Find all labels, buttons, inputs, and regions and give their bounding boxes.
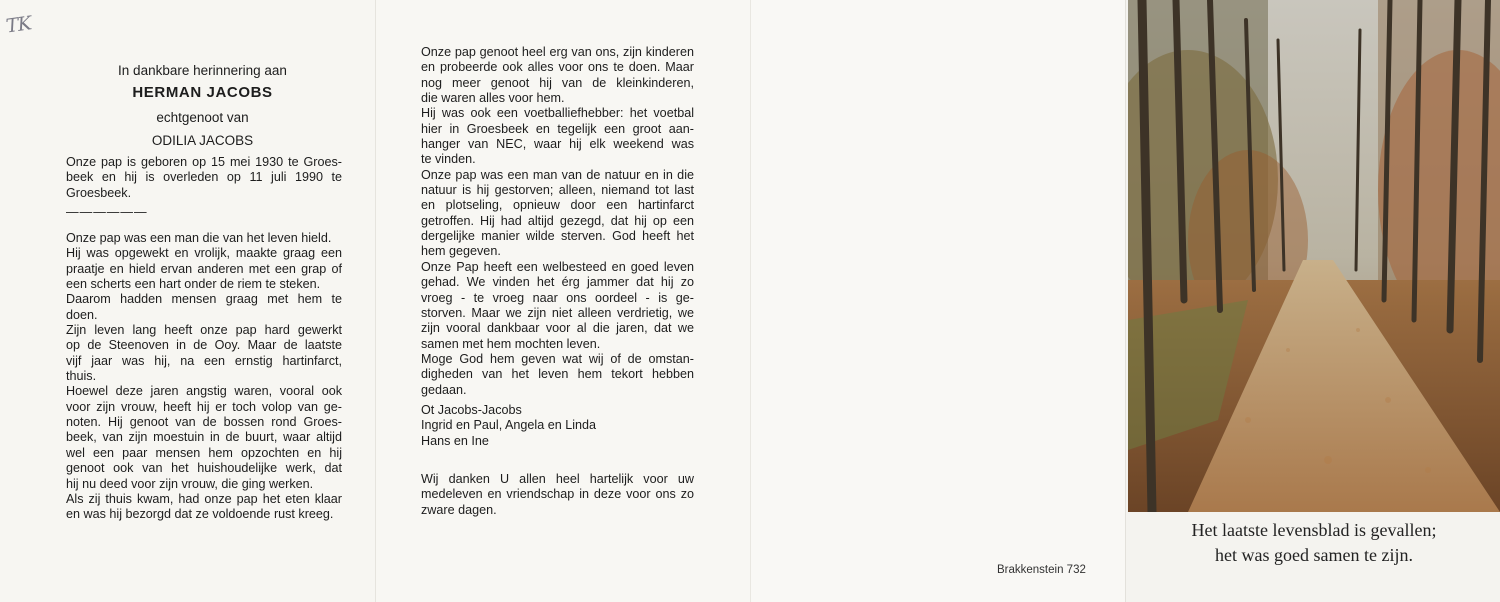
text-line: natuur is hij gestorven; alleen, niemand tot last <box>421 183 694 198</box>
signature-line: Ingrid en Paul, Angela en Linda <box>421 418 597 433</box>
separator-dashes: —————— <box>66 205 148 219</box>
text-line: noten. Hij genoot van de bossen rond Groes- <box>66 415 342 430</box>
text-line: gedaan. <box>421 382 467 397</box>
text-line: Zijn leven lang heeft onze pap hard gewerkt <box>66 323 342 338</box>
text-line: samen met hem mochten leven. <box>421 336 601 351</box>
text-line: en plotseling, opnieuw door een hartinfarct <box>421 198 694 213</box>
relation-text: echtgenoot van <box>156 110 249 125</box>
text-line: hij nu deed voor zijn vrouw, die ging werken. <box>66 476 314 491</box>
text-line: Onze pap was een man van de natuur en in die <box>421 167 694 182</box>
caption-line: het was goed samen te zijn. <box>1215 545 1413 565</box>
text-line: op de Steenoven in de Ooy. Maar de laatste <box>66 338 342 353</box>
printer-mark: Brakkenstein 732 <box>997 564 1086 576</box>
spouse-name: ODILIA JACOBS <box>151 133 254 148</box>
text-line: dergelijke manier wilde sterven. God heeft het <box>421 229 694 244</box>
text-line: hier in Groesbeek en tegelijk een groot aan- <box>421 121 694 136</box>
text-line: beek en hij is overleden op 11 juli 1990 te <box>66 170 342 185</box>
signature-line: Hans en Ine <box>421 433 489 448</box>
text-line: doen. <box>66 307 98 322</box>
text-line: Als zij thuis kwam, had onze pap het eten klaar <box>66 491 342 506</box>
thanks-paragraph <box>421 472 694 518</box>
text-line: zijn vooral dankbaar voor al die jaren, dat we <box>421 321 694 336</box>
text-line: wel een paar mensen hem opzochten en hij <box>66 445 342 460</box>
text-line: Hoewel deze jaren angstig waren, vooral ook <box>66 384 342 399</box>
text-line: thuis. <box>66 369 97 384</box>
life-story-part-2 <box>421 45 694 398</box>
text-line: beek, van zijn moestuin in de buurt, waar altijd <box>66 430 342 445</box>
text-line: een scherts een hart onder de riem te steken. <box>66 277 321 292</box>
text-line: Groesbeek. <box>66 185 132 200</box>
text-line: en probeerde ook alles voor ons te doen. Maar <box>421 60 694 75</box>
text-line: te vinden. <box>421 152 476 167</box>
family-signatures <box>421 403 596 449</box>
text-line: vroeg - te vroeg naar ons oordeel - is ge- <box>421 290 694 305</box>
text-line: Daarom hadden mensen graag met hem te <box>66 292 342 307</box>
text-line: Onze Pap heeft een welbesteed en goed leven <box>421 259 694 274</box>
text-line: en was hij bezorgd dat ze voldoende rust kreeg. <box>66 507 334 522</box>
remembrance-intro: In dankbare herinnering aan <box>118 63 287 78</box>
text-line: Hij was opgewekt en vrolijk, maakte graag een <box>66 246 342 261</box>
text-line: die waren alles voor hem. <box>421 91 565 106</box>
photo-caption <box>1128 518 1500 568</box>
text-line: storven. Maar we zijn niet alleen verdrietig, we <box>421 305 694 320</box>
deceased-name: HERMAN JACOBS <box>132 84 273 101</box>
birth-death-paragraph <box>66 155 342 201</box>
life-story-part-1 <box>66 231 342 523</box>
text-line: zware dagen. <box>421 502 497 517</box>
text-line: vijf jaar was hij, na een ernstig hartinfarct, <box>66 353 342 368</box>
text-line: praatje en hield ervan anderen met een grap of <box>66 261 342 276</box>
text-line: Onze pap is geboren op 15 mei 1930 te Groes- <box>66 155 342 169</box>
text-line: nog meer genoot hij van de kleinkinderen, <box>421 75 694 90</box>
text-line: Wij danken U allen heel hartelijk voor uw <box>421 472 694 486</box>
text-line: digheden van het leven hem tekort hebben <box>421 367 694 382</box>
text-line: gehad. We vinden het érg jammer dat hij zo <box>421 275 694 290</box>
signature-line: Ot Jacobs-Jacobs <box>421 403 522 417</box>
text-line: hanger van NEC, waar hij elk weekend was <box>421 137 694 152</box>
card-panel-blank <box>750 0 1125 602</box>
text-line: Onze pap was een man die van het leven hield. <box>66 231 332 245</box>
text-line: voor zijn vrouw, heeft hij er toch volop van ge- <box>66 399 342 414</box>
text-line: medeleven en vriendschap in deze voor ons zo <box>421 487 694 502</box>
text-line: getroffen. Hij had altijd gezegd, dat hij op een <box>421 213 694 228</box>
handwritten-note: TK <box>4 12 33 38</box>
text-line: Moge God hem geven wat wij of de omstan- <box>421 351 694 366</box>
text-line: Hij was ook een voetballiefhebber: het voetbal <box>421 106 694 121</box>
caption-line: Het laatste levensblad is gevallen; <box>1191 520 1437 540</box>
text-line: hem gegeven. <box>421 244 501 259</box>
autumn-forest-path-photo <box>1128 0 1500 512</box>
text-line: genoot ook van het huishoudelijke werk, dat <box>66 461 342 476</box>
text-line: Onze pap genoot heel erg van ons, zijn kinderen <box>421 45 694 59</box>
